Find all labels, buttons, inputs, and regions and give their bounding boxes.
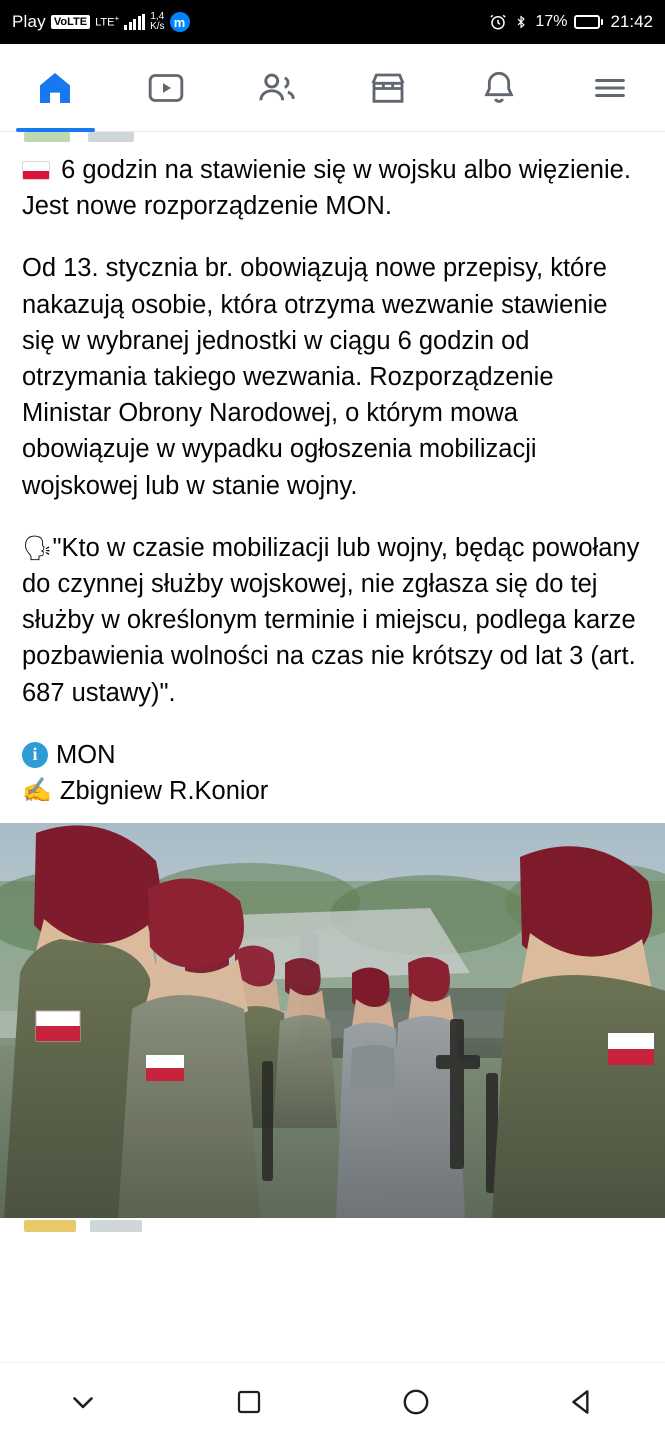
tab-menu[interactable] [554, 44, 665, 131]
tab-friends[interactable] [222, 44, 333, 131]
circle-icon [400, 1386, 432, 1418]
system-navigation-bar [0, 1362, 665, 1440]
hide-keyboard-button[interactable] [51, 1370, 115, 1434]
triangle-left-icon [566, 1386, 598, 1418]
tab-watch[interactable] [111, 44, 222, 131]
news-feed[interactable] [0, 132, 665, 1362]
post-quote: 🗣"Kto w czasie mobilizacji lub wojny, będąc powołany do czynnej służby wojskowej, nie zgłasza się do tej służby w określonym terminie i miejscu, podlega karze pozbawienia wolności na czas nie krótszy od lat 3 (art. 687 ustawy)". [22, 533, 640, 707]
writing-hand-icon: ✍ [22, 777, 52, 805]
friends-icon [256, 67, 298, 109]
messenger-icon: m [170, 12, 190, 32]
post-body [0, 142, 665, 809]
post-source: MON [56, 740, 116, 769]
home-icon [35, 68, 75, 108]
post-author: Zbigniew R.Konior [59, 777, 269, 806]
post-signature [22, 737, 643, 809]
poland-flag-emoji [22, 161, 50, 180]
carrier-label: Play [12, 12, 46, 31]
soldiers-in-formation-photo [0, 823, 665, 1218]
battery-percent-label: 17% [535, 13, 568, 30]
clock-label: 21:42 [610, 12, 653, 31]
tab-notifications[interactable] [443, 44, 554, 131]
tab-marketplace[interactable] [332, 44, 443, 131]
recent-apps-button[interactable] [217, 1370, 281, 1434]
bell-icon [479, 68, 519, 108]
bluetooth-icon [514, 13, 528, 31]
back-button[interactable] [550, 1370, 614, 1434]
chevron-down-icon [66, 1385, 100, 1419]
speech-bubble-icon: 🗣 [22, 534, 53, 562]
signal-bars-icon [124, 14, 145, 30]
next-post-peek [0, 1218, 665, 1234]
info-icon: i [22, 742, 48, 768]
home-button[interactable] [384, 1370, 448, 1434]
status-bar-left [12, 12, 190, 33]
video-play-icon [146, 68, 186, 108]
data-speed-indicator: 1,4 K/s [150, 10, 165, 32]
volte-badge: VoLTE [51, 15, 90, 29]
previous-post-peek [0, 132, 665, 142]
post-image[interactable] [0, 823, 665, 1218]
status-bar [0, 0, 665, 44]
alarm-icon [489, 13, 507, 31]
square-icon [234, 1387, 264, 1417]
store-icon [368, 68, 408, 108]
post-headline: 6 godzin na stawienie się w wojsku albo więzienie. Jest nowe rozporządzenie MON. [22, 156, 631, 221]
battery-icon [574, 15, 603, 29]
tab-home[interactable] [0, 44, 111, 131]
post-paragraph: Od 13. stycznia br. obowiązują nowe przepisy, które nakazują osobie, która otrzyma wezwanie stawienie się w wybranej jednostki w ciągu 6 godzin od otrzymania takiego wezwania. Rozporządzenie Ministar Obrony Narodowej, o którym mowa obowiązuje w wypadku ogłoszenia mobilizacji wojskowej lub w stanie wojny. [22, 254, 608, 500]
hamburger-menu-icon [590, 68, 630, 108]
app-top-navigation [0, 44, 665, 132]
network-type-label: LTE+ [95, 14, 120, 29]
status-bar-right [489, 12, 653, 32]
